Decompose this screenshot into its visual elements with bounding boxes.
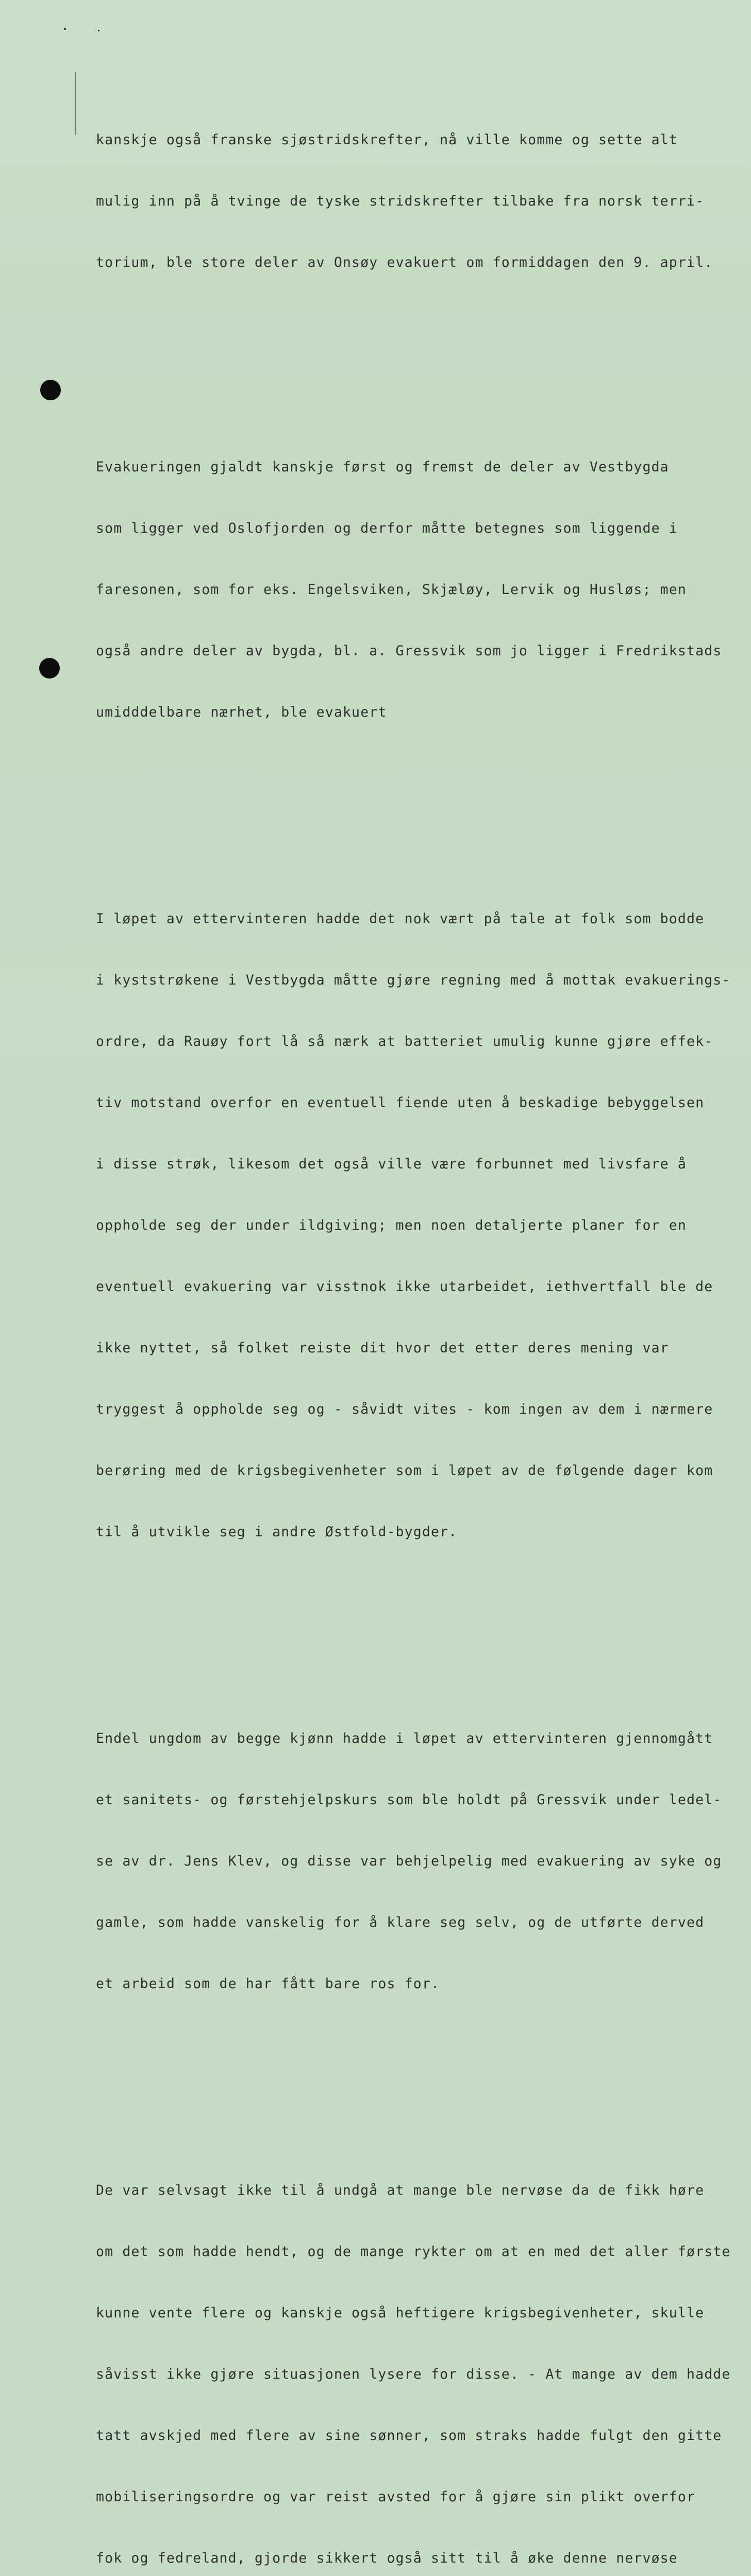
text-line: eventuell evakuering var visstnok ikke utarbeidet, iethvertfall ble de: [96, 1279, 713, 1295]
text-line: De var selvsagt ikke til å undgå at mange ble nervøse da de fikk høre: [96, 2182, 705, 2198]
text-line: i disse strøk, likesom det også ville være forbunnet med livsfare å: [96, 1156, 687, 1172]
paragraph: [96, 2144, 735, 2576]
text-line: se av dr. Jens Klev, og disse var behjelpelig med evakuering av syke og: [96, 1853, 722, 1869]
text-line: et arbeid som de har fått bare ros for.: [96, 1976, 440, 1992]
paragraph: [96, 93, 735, 309]
text-line: umidddelbare nærhet, ble evakuert: [96, 704, 387, 720]
punch-hole: [39, 658, 60, 679]
text-line: tryggest å oppholde seg og - såvidt vites - kom ingen av dem i nærmere: [96, 1401, 713, 1417]
text-line: til å utvikle seg i andre Østfold-bygder.: [96, 1524, 458, 1540]
text-line: kunne vente flere og kanskje også heftigere krigsbegivenheter, skulle: [96, 2305, 705, 2321]
text-line: faresonen, som for eks. Engelsviken, Skjæløy, Lervik og Husløs; men: [96, 582, 687, 598]
text-line: oppholde seg der under ildgiving; men noen detaljerte planer for en: [96, 1217, 687, 1233]
text-line: tiv motstand overfor en eventuell fiende uten å beskadige bebyggelsen: [96, 1095, 705, 1111]
text-line: mulig inn på å tvinge de tyske stridskrefter tilbake fra norsk terri-: [96, 193, 705, 209]
text-line: I løpet av ettervinteren hadde det nok vært på tale at folk som bodde: [96, 911, 705, 927]
ink-speck: [98, 30, 99, 31]
text-line: et sanitets- og førstehjelpskurs som ble holdt på Gressvik under ledel-: [96, 1792, 722, 1808]
text-line: som ligger ved Oslofjorden og derfor måtte betegnes som liggende i: [96, 520, 678, 536]
margin-mark: [75, 72, 76, 135]
text-line: tatt avskjed med flere av sine sønner, som straks hadde fulgt den gitte: [96, 2428, 722, 2444]
text-line: Endel ungdom av begge kjønn hadde i løpet av ettervinteren gjennomgått: [96, 1731, 713, 1747]
paragraph: [96, 420, 735, 759]
text-line: mobiliseringsordre og var reist avsted for å gjøre sin plikt overfor: [96, 2489, 696, 2505]
text-line: ordre, da Rauøy fort lå så nærk at batteriet umulig kunne gjøre effek-: [96, 1033, 713, 1049]
text-line: om det som hadde hendt, og de mange rykter om at en med det aller første: [96, 2244, 731, 2260]
text-line: kanskje også franske sjøstridskrefter, nå ville komme og sette alt: [96, 132, 678, 148]
text-line: torium, ble store deler av Onsøy evakuert om formiddagen den 9. april.: [96, 255, 713, 270]
text-line: berøring med de krigsbegivenheter som i løpet av de følgende dager kom: [96, 1463, 713, 1479]
paragraph: [96, 1692, 735, 2030]
punch-hole: [40, 380, 61, 400]
text-line: i kyststrøkene i Vestbygda måtte gjøre regning med å mottak evakuerings-: [96, 972, 731, 988]
text-line: såvisst ikke gjøre situasjonen lysere for disse. - At mange av dem hadde: [96, 2366, 731, 2382]
text-line: gamle, som hadde vanskelig for å klare seg selv, og de utførte derved: [96, 1914, 705, 1930]
ink-speck: [64, 28, 66, 30]
text-line: ikke nyttet, så folket reiste dit hvor det etter deres mening var: [96, 1340, 669, 1356]
paragraph: [96, 872, 735, 1579]
typewritten-text: [96, 45, 735, 2576]
text-line: også andre deler av bygda, bl. a. Gressvik som jo ligger i Fredrikstads: [96, 643, 722, 659]
text-line: fok og fedreland, gjorde sikkert også sitt til å øke denne nervøse: [96, 2550, 678, 2566]
text-line: Evakueringen gjaldt kanskje først og fremst de deler av Vestbygda: [96, 459, 669, 475]
